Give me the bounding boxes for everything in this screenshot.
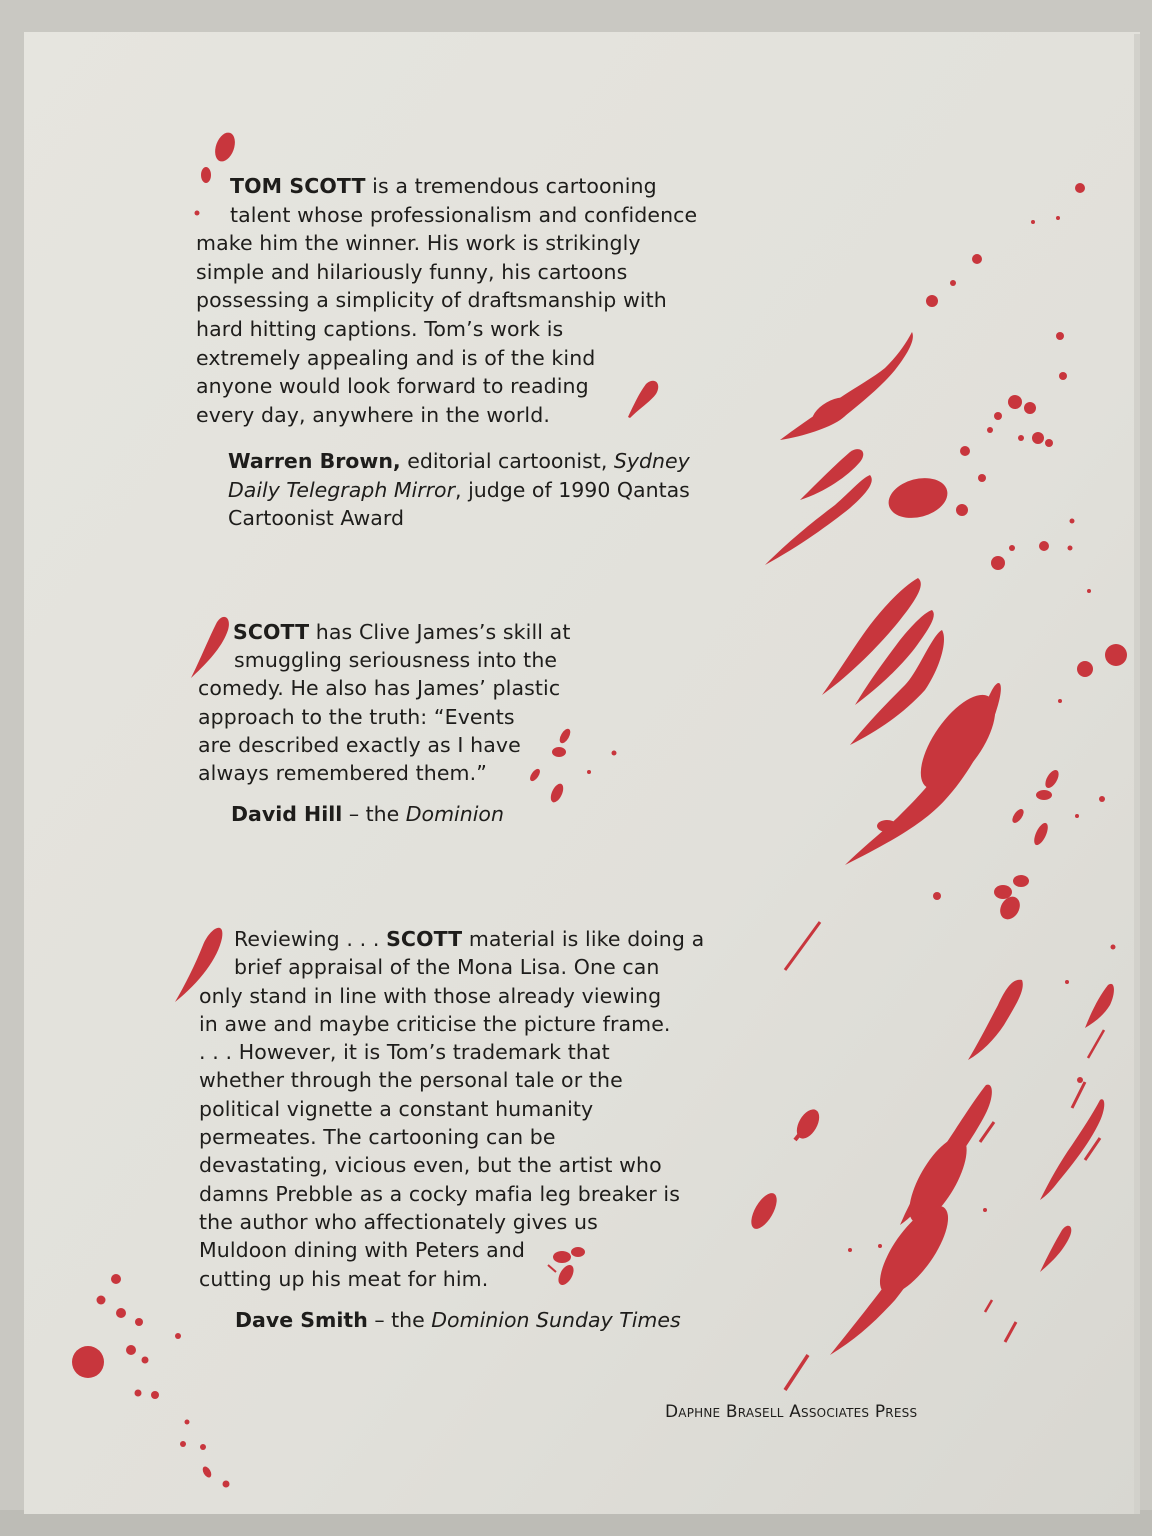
quote-line: hard hitting captions. Tom’s work is	[196, 316, 564, 341]
quote-line: damns Prebble as a cocky mafia leg breaker is	[199, 1181, 680, 1206]
attribution-name: Warren Brown,	[228, 449, 401, 473]
quote-line: brief appraisal of the Mona Lisa. One can	[234, 955, 660, 980]
attribution-dave-smith: Dave Smith – the Dominion Sunday Times	[235, 1308, 681, 1332]
quote-line: are described exactly as I have	[198, 732, 521, 757]
quote-line: approach to the truth: “Events	[198, 704, 515, 729]
quote-subject-name: TOM SCOTT	[230, 174, 366, 198]
quote-line: in awe and maybe criticise the picture frame.	[199, 1011, 671, 1036]
quote-tom-scott: TOM SCOTT is a tremendous cartooning talent whose professionalism and confidence make him the winner. His work is strikingly simple and hilariously funny, his cartoons possessing a simplicity of draftsmanship with hard hitting captions. Tom’s work is extremely appealing and is of the kind anyone would look forward to reading every day, anywhere in the world.	[196, 172, 697, 429]
quote-line: possessing a simplicity of draftsmanship with	[196, 288, 667, 313]
quote-line: . . . However, it is Tom’s trademark that	[199, 1040, 610, 1065]
quote-line: always remembered them.”	[198, 761, 487, 786]
publisher-imprint: Daphne Brasell Associates Press	[665, 1402, 918, 1422]
quote-line: devastating, vicious even, but the artist who	[199, 1153, 662, 1178]
quote-line: whether through the personal tale or the	[199, 1068, 623, 1093]
quote-line: make him the winner. His work is strikingly	[196, 231, 641, 256]
quote-subject-name: SCOTT	[386, 927, 463, 951]
quote-line: Muldoon dining with Peters and	[199, 1238, 525, 1263]
quote-line: talent whose professionalism and confidence	[230, 202, 698, 227]
attribution-david-hill: David Hill – the Dominion	[231, 802, 504, 826]
quote-line: extremely appealing and is of the kind	[196, 345, 596, 370]
quote-line: only stand in line with those already viewing	[199, 983, 662, 1008]
attribution-publication: Dominion Sunday Times	[431, 1308, 681, 1332]
quote-line: the author who affectionately gives us	[199, 1209, 598, 1234]
quote-line: every day, anywhere in the world.	[196, 402, 550, 427]
quote-line: simple and hilariously funny, his cartoons	[196, 259, 628, 284]
quote-subject-name: SCOTT	[233, 620, 310, 644]
quote-line: political vignette a constant humanity	[199, 1096, 594, 1121]
attribution-publication: Dominion	[405, 802, 504, 826]
quote-scott-clive-james: SCOTT has Clive James’s skill at smuggling seriousness into the comedy. He also has James’ plastic approach to the truth: “Events are described exactly as I have always remembered them.”	[198, 618, 570, 787]
quote-line: anyone would look forward to reading	[196, 374, 589, 399]
quote-line: comedy. He also has James’ plastic	[198, 676, 561, 701]
quote-line: smuggling seriousness into the	[234, 648, 558, 673]
quote-line: cutting up his meat for him.	[199, 1266, 489, 1291]
quote-reviewing-scott: Reviewing . . . SCOTT material is like doing a brief appraisal of the Mona Lisa. One can only stand in line with those already viewing in awe and maybe criticise the picture frame. . . . However, it is Tom’s trademark that whether through the personal tale or the political vignette a constant humanity permeates. The cartooning can be devastating, vicious even, but the artist who damns Prebble as a cocky mafia leg breaker is the author who affectionately gives us Muldoon dining with Peters and cutting up his meat for him.	[199, 925, 704, 1293]
cover-spine-edge	[1134, 34, 1140, 1514]
quote-line: permeates. The cartooning can be	[199, 1125, 556, 1150]
attribution-warren-brown: Warren Brown, editorial cartoonist, Sydney Daily Telegraph Mirror, judge of 1990 Qantas Cartoonist Award	[228, 449, 690, 531]
attribution-name: Dave Smith	[235, 1308, 368, 1332]
attribution-name: David Hill	[231, 802, 343, 826]
